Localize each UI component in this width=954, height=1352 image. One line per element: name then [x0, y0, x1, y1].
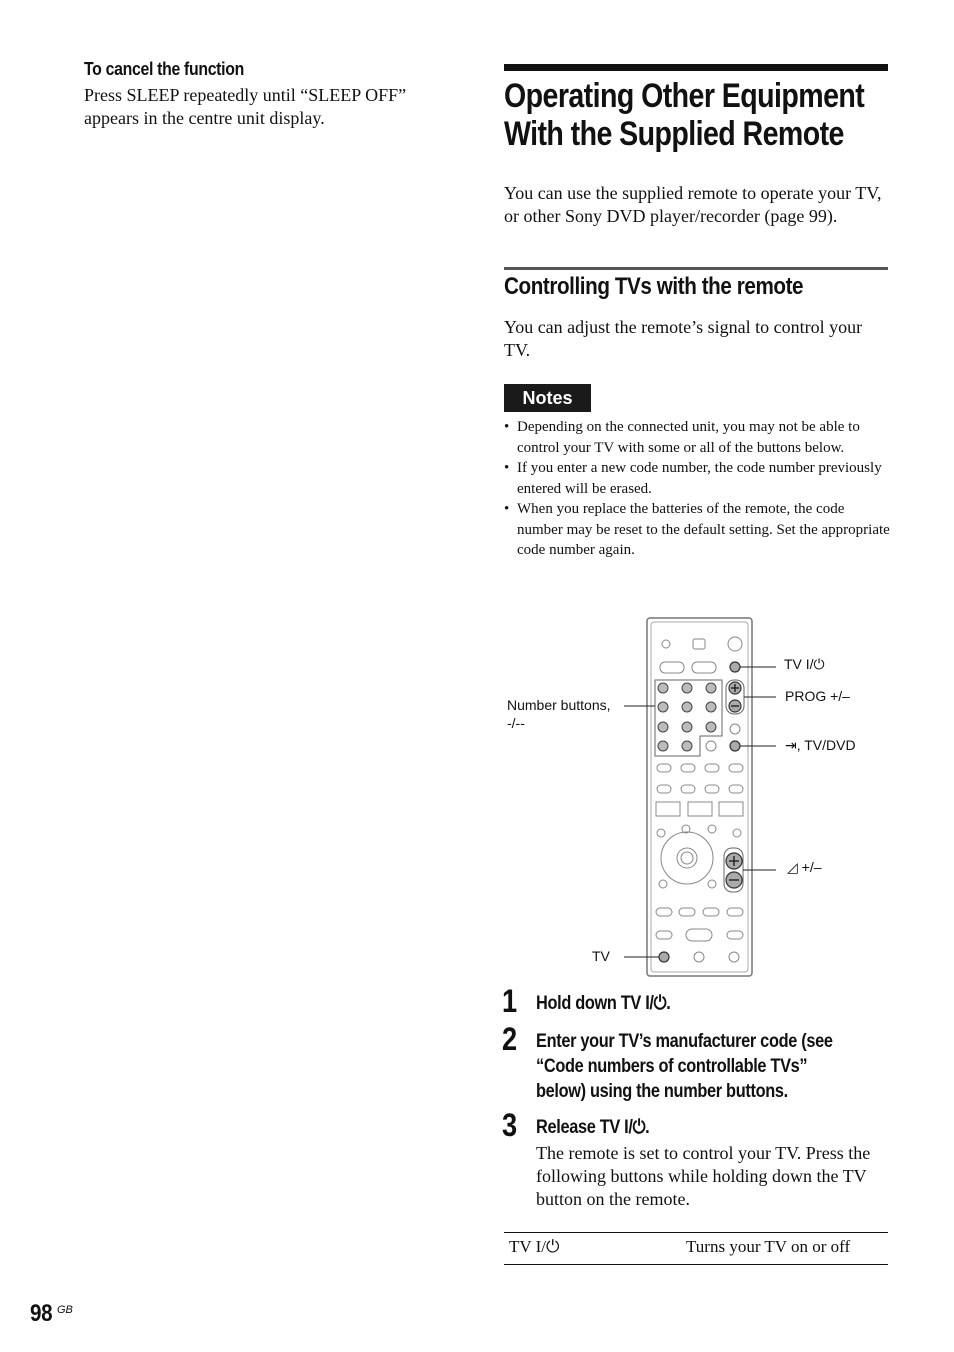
- cancel-function-text: Press SLEEP repeatedly until “SLEEP OFF” appears in the centre unit display.: [84, 85, 407, 128]
- step-3-text: Release TV I/⏻.: [536, 1117, 650, 1138]
- step-number-2: 2: [502, 1021, 518, 1057]
- callout-tv-power: TV I/⏻: [784, 656, 825, 672]
- notes-label: Notes: [504, 384, 591, 412]
- page-title-line-2: With the Supplied Remote: [504, 115, 844, 153]
- step-2-text: [536, 1029, 833, 1104]
- intro-paragraph: You can use the supplied remote to operate your TV, or other Sony DVD player/recorder (page 99).: [504, 183, 882, 226]
- step-2-line: Enter your TV’s manufacturer code (see: [536, 1031, 833, 1052]
- callout-number-buttons-sub: -/--: [507, 715, 525, 731]
- note-item: • If you enter a new code number, the code number previously entered will be erased.: [504, 458, 890, 499]
- step-number-3: 3: [502, 1107, 518, 1143]
- page-number-suffix: GB: [57, 1304, 73, 1316]
- step-2-line: below) using the number buttons.: [536, 1081, 788, 1102]
- step-3-body: The remote is set to control your TV. Press the following buttons while holding down the TV button on the remote.: [536, 1143, 871, 1209]
- callout-input-tvdvd: ⇥, TV/DVD: [785, 737, 856, 753]
- note-item: • When you replace the batteries of the remote, the code number may be reset to the default setting. Set the appropriate code number again.: [504, 499, 890, 561]
- callout-volume: ◿ +/–: [787, 859, 822, 875]
- note-item: • Depending on the connected unit, you may not be able to control your TV with some or all of the buttons below.: [504, 417, 890, 458]
- step-2-line: “Code numbers of controllable TVs”: [536, 1056, 808, 1077]
- cancel-function-heading: To cancel the function: [84, 59, 244, 79]
- page-title-line-1: Operating Other Equipment: [504, 77, 865, 115]
- step-number-1: 1: [502, 983, 518, 1019]
- section-paragraph: You can adjust the remote’s signal to control your TV.: [504, 317, 863, 360]
- table-cell-button: TV I/⏻: [509, 1237, 560, 1256]
- table-cell-function: Turns your TV on or off: [686, 1237, 851, 1256]
- section-title: Controlling TVs with the remote: [504, 273, 804, 300]
- table-bottom-rule: [504, 1264, 888, 1265]
- step-1-text: Hold down TV I/⏻.: [536, 993, 671, 1014]
- table-top-rule: [504, 1232, 888, 1233]
- callout-number-buttons: Number buttons,: [507, 697, 611, 713]
- callout-tv: TV: [592, 948, 610, 964]
- callout-prog: PROG +/–: [785, 688, 850, 704]
- page-number: 98: [30, 1300, 53, 1327]
